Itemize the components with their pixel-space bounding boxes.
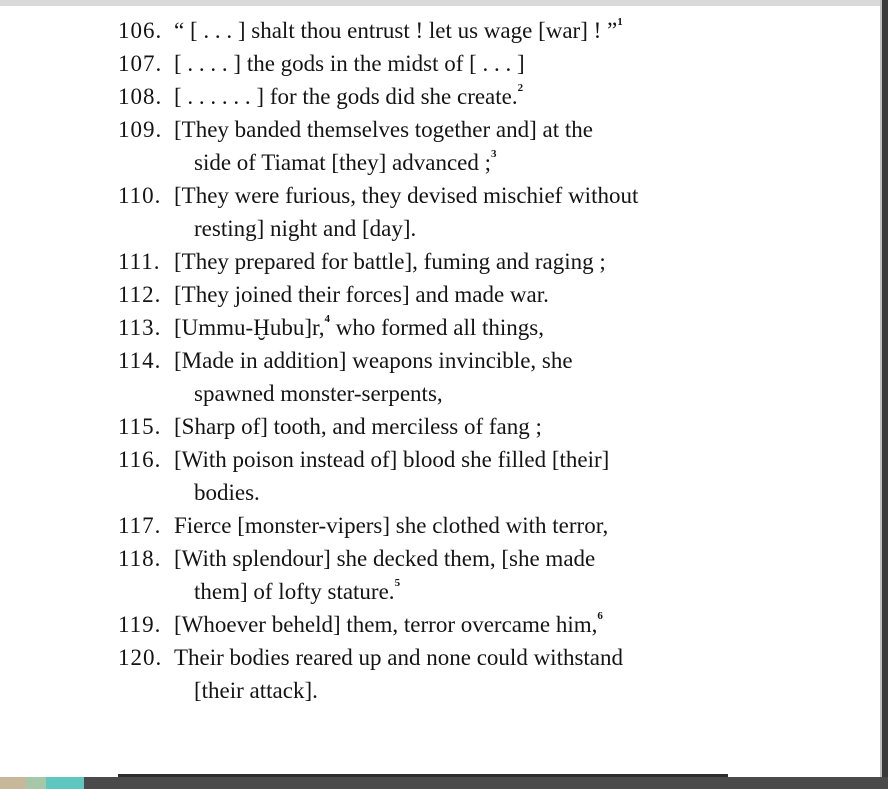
line-text: Their bodies reared up and none could withstand	[174, 645, 624, 670]
poem-text-block	[118, 14, 728, 707]
line-text: [Whoever beheld] them, terror overcame him,	[174, 612, 598, 637]
footnote-marker: 2	[517, 82, 524, 94]
footnote-marker: 3	[491, 148, 497, 160]
verse-line-107	[118, 47, 728, 80]
verse-line-116	[118, 443, 728, 509]
viewer-right-edge	[880, 0, 888, 789]
verse-line-114	[118, 344, 728, 410]
line-continuation: resting] night and [day].	[194, 216, 417, 241]
line-text: [ . . . . ] the gods in the midst of [ . . . ]	[174, 51, 525, 76]
verse-line-108	[118, 80, 728, 113]
line-continuation: side of Tiamat [they] advanced ;	[194, 150, 492, 175]
taskbar-strip	[0, 777, 888, 789]
line-number: 112.	[118, 282, 162, 307]
line-number: 116.	[118, 447, 162, 472]
line-number: 114.	[118, 348, 162, 373]
line-text: [Sharp of] tooth, and merciless of fang ;	[174, 414, 542, 439]
line-continuation: them] of lofty stature.	[194, 579, 395, 604]
verse-line-110	[118, 179, 728, 245]
footnote-marker: 5	[394, 577, 401, 589]
thumbnail-preview[interactable]	[0, 777, 84, 789]
line-number: 120.	[118, 645, 163, 670]
line-number: 109.	[118, 117, 163, 142]
line-number: 115.	[118, 414, 162, 439]
line-continuation: bodies.	[194, 480, 260, 505]
verse-line-118	[118, 542, 728, 608]
verse-line-113	[118, 311, 728, 344]
footnote-marker: 6	[597, 610, 603, 622]
verse-line-109	[118, 113, 728, 179]
line-number: 119.	[118, 612, 162, 637]
line-text: [With splendour] she decked them, [she made	[174, 546, 596, 571]
line-text: [ . . . . . . ] for the gods did she create.	[174, 84, 518, 109]
line-continuation: [their attack].	[194, 678, 318, 703]
line-text: [They joined their forces] and made war.	[174, 282, 549, 307]
line-text: [They were furious, they devised mischief without	[174, 183, 639, 208]
line-number: 106.	[118, 18, 163, 43]
line-text: [With poison instead of] blood she filled [their]	[174, 447, 610, 472]
footnote-marker: 4	[324, 313, 330, 325]
line-text-rest: who formed all things,	[329, 315, 544, 340]
verse-line-111	[118, 245, 728, 278]
line-text: “ [ . . . ] shalt thou entrust ! let us wage [war] ! ”	[174, 18, 618, 43]
line-number: 113.	[118, 315, 162, 340]
line-text: [They prepared for battle], fuming and raging ;	[174, 249, 606, 274]
line-number: 117.	[118, 513, 162, 538]
line-text: [They banded themselves together and] at the	[174, 117, 593, 142]
verse-line-117	[118, 509, 728, 542]
footnote-marker: 1	[617, 16, 623, 28]
line-number: 118.	[118, 546, 162, 571]
line-number: 108.	[118, 84, 163, 109]
line-continuation: spawned monster-serpents,	[194, 381, 443, 406]
line-number: 111.	[118, 249, 161, 274]
line-number: 110.	[118, 183, 162, 208]
line-text: [Made in addition] weapons invincible, she	[174, 348, 573, 373]
verse-line-106	[118, 14, 728, 47]
line-text: [Ummu-Ḫubu]r,	[174, 315, 325, 340]
verse-line-115	[118, 410, 728, 443]
line-text: Fierce [monster-vipers] she clothed with terror,	[174, 513, 609, 538]
line-number: 107.	[118, 51, 163, 76]
verse-line-112	[118, 278, 728, 311]
verse-line-120	[118, 641, 728, 707]
verse-line-119	[118, 608, 728, 641]
